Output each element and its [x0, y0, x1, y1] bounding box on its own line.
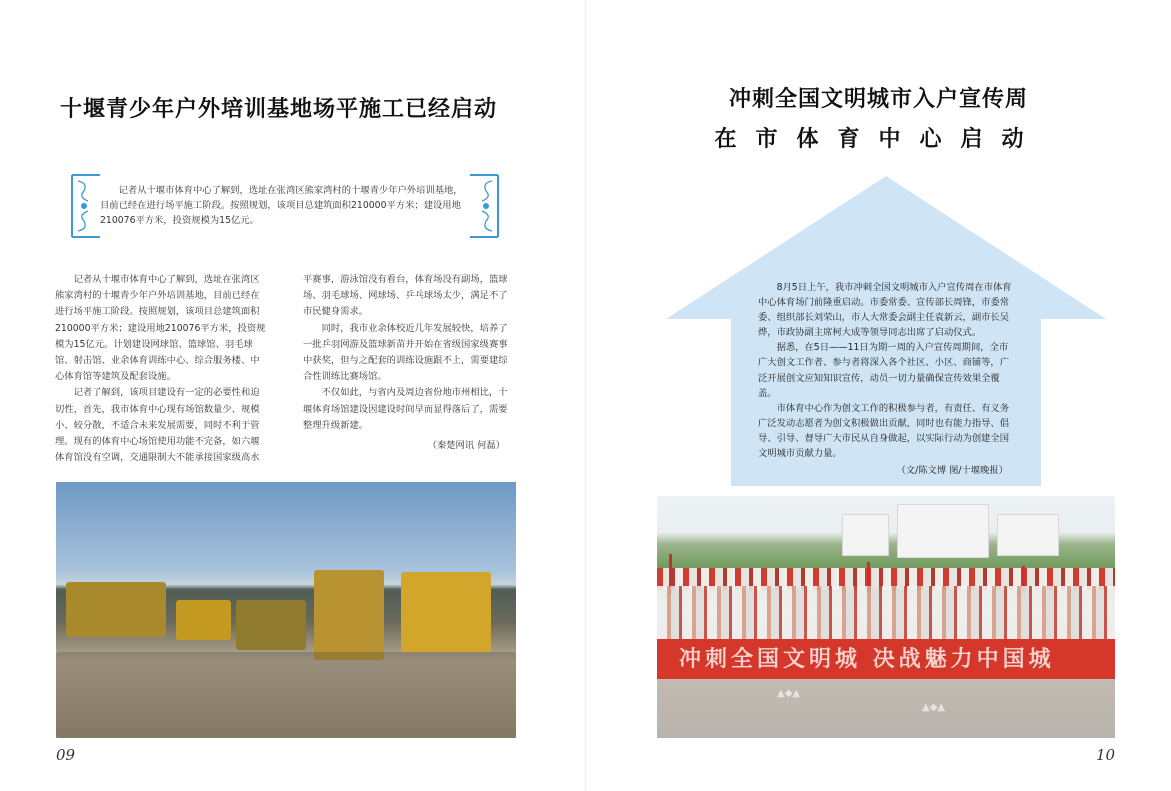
page-left — [0, 0, 585, 791]
paragraph: 8月5日上午，我市冲刺全国文明城市入户宣传周在市体育中心体育场门前隆重启动。市委常委、宣传部长周锋，市委常委、组织部长刘荣山，市人大常委会副主任袁新云，副市长吴烨，市政协副主席柯大成等领导同志出席了启动仪式。 — [758, 282, 1012, 339]
excavator-shape — [314, 570, 384, 660]
summary-text: 记者从十堰市体育中心了解到，选址在张湾区熊家湾村的十堰青少年户外培训基地，目前已经在进行场平施工阶段。按照规划，该项目总建筑面积210000平方米；建设用地210076平方米，投资规模为15亿元。 — [100, 185, 463, 226]
article-title-left: 十堰青少年户外培训基地场平施工已经启动 — [60, 96, 498, 122]
crowd-area — [657, 586, 1115, 641]
photo-credit: （文/陈文博 图/十堰晚报） — [896, 465, 1008, 477]
paragraph: 据悉，在5日——11日为期一周的入户宣传周期间，全市广大创文工作者、参与者将深入各个社区、小区、商铺等，广泛开展创文应知知识宣传，动员一切力量确保宣传效果全覆盖。 — [758, 342, 1010, 399]
watermark-logo-icon: ▲◆▲ — [777, 688, 801, 699]
page-number-left: 09 — [56, 746, 76, 764]
building-shape — [897, 504, 989, 558]
column-2 — [303, 272, 515, 454]
ornament-corner-left-icon — [70, 173, 102, 239]
loader-shape — [176, 600, 231, 640]
watermark-logo-icon: ▲◆▲ — [922, 702, 946, 713]
ornament-corner-right-icon — [468, 173, 500, 239]
summary-box — [70, 173, 500, 239]
paragraph: 同时，我市业余体校近几年发展较快，培养了一批乒羽网游及篮球新苗并开始在省级国家级赛事中获奖，但与之配套的训练设施跟不上，需要建综合性训练比赛场馆。 — [303, 322, 508, 383]
column-1 — [55, 272, 267, 466]
article-body-right — [758, 280, 1014, 478]
byline: （秦楚网讯 何磊） — [427, 440, 505, 452]
page-number-right: 10 — [1096, 746, 1116, 764]
excavator-shape — [401, 572, 491, 652]
paragraph: 平赛事，游泳馆没有看台，体育场没有副场，篮球场、羽毛球场、网球场、乒乓球场太少，满足不了市民健身需求。 — [303, 274, 508, 318]
excavator-shape — [66, 582, 166, 637]
paragraph: 不仅如此，与省内及周边省份地市州相比，十堰体育场馆建设因建设时间早而显得落后了，需要整理升级新建。 — [303, 387, 508, 431]
construction-site-photo — [56, 482, 516, 738]
building-shape — [997, 514, 1059, 556]
article-body-left — [55, 272, 515, 462]
paragraph: 市体育中心作为创文工作的积极参与者，有责任、有义务广泛发动志愿者为创文积极做出贡献，同时也有能力指导、倡导、引导、督导广大市民从自身做起，以实际行动为创建全国文明城市贡献力量。 — [758, 402, 1010, 460]
ground-shadow — [56, 652, 516, 738]
paragraph: 记者从十堰市体育中心了解到，选址在张湾区熊家湾村的十堰青少年户外培训基地，目前已经在进行场平施工阶段。按照规划，该项目总建筑面积210000平方米；建设用地210076平方米，投资规模为15亿元。计划建设网球馆、篮球馆、羽毛球馆、射击馆、业余体育训练中心、综合服务楼、中心体育馆等建筑及配套设施。 — [55, 274, 266, 383]
article-title-right-line1: 冲刺全国文明城市入户宣传周 — [728, 86, 1028, 112]
building-shape — [842, 514, 889, 556]
article-title-right-line2: 在市体育中心启动 — [714, 126, 1043, 152]
red-banner: 冲刺全国文明城 决战魅力中国城 — [657, 639, 1115, 679]
page-right — [586, 0, 1171, 791]
ceremony-crowd-photo — [657, 496, 1115, 738]
loader-shape — [236, 600, 306, 650]
paragraph: 记者了解到，该项目建设有一定的必要性和迫切性，首先，我市体育中心现有场馆数量少、规模小、较分散，不适合未来发展需要，同时不利于管理。现有的体育中心场馆使用功能不完备，如六堰体育馆没有空调，交通限制大不能承接国家级高水 — [55, 387, 260, 464]
